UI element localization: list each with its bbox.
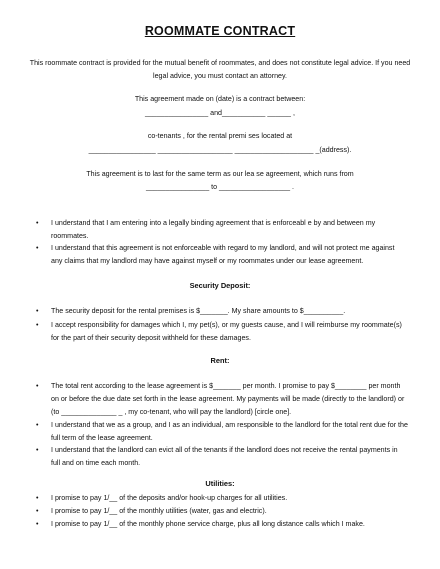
rent-bullet-2: [51, 419, 431, 445]
bullet-line: The total rent according to the lease agreement is $_______ per month. I promise to pay $________ per month: [51, 382, 401, 390]
bullet-mark: •: [36, 307, 39, 315]
agreement-line-3: co-tenants , for the rental premi ses located at: [147, 132, 293, 140]
bullet-mark: •: [36, 507, 39, 515]
bullet-mark: •: [36, 520, 39, 528]
rent-bullet-1: [51, 380, 431, 419]
bullet-line: The security deposit for the rental premises is $_______. My share amounts to $__________.: [51, 307, 346, 315]
intro-line-2: legal advice, you must contact an attorney.: [153, 72, 287, 80]
bullet-line: I promise to pay 1/__ of the monthly phone service charge, plus all long distance calls which I make.: [51, 520, 365, 528]
rent-bullet-3: [51, 444, 431, 470]
rent-heading: Rent:: [210, 356, 230, 365]
bullet-line: I promise to pay 1/__ of the deposits and/or hook-up charges for all utilities.: [51, 494, 288, 502]
bullet-line: full and on time each month.: [51, 459, 141, 467]
bullet-mark: •: [36, 244, 39, 252]
general-bullet-2: [51, 242, 431, 268]
agreement-line-6: ________________ to __________________ .: [146, 183, 294, 191]
bullet-line: I accept responsibility for damages which I, my pet(s), or my guests cause, and I will reimburse my roommate(s): [51, 321, 402, 329]
agreement-line-5: This agreement is to last for the same term as our lea se agreement, which runs from: [86, 170, 354, 178]
bullet-mark: •: [36, 494, 39, 502]
bullet-line: for the part of their security deposit withheld for these damages.: [51, 334, 251, 342]
bullet-line: any claims that my landlord may have against myself or my roommates under our lease agreement.: [51, 257, 364, 265]
agreement-line-4: _________________ ___________________ ____________________ _(address).: [88, 146, 352, 154]
utilities-bullet-2: [51, 505, 431, 518]
bullet-mark: •: [36, 321, 39, 329]
utilities-heading: Utilities:: [205, 479, 235, 488]
general-bullet-1: [51, 217, 431, 243]
bullet-line: I understand that I am entering into a legally binding agreement that is enforceabl e by and between my: [51, 219, 376, 227]
bullet-mark: •: [36, 446, 39, 454]
utilities-bullet-3: [51, 518, 431, 531]
bullet-line: full term of the lease agreement.: [51, 434, 153, 442]
bullet-line: I understand that we as a group, and I as an individual, am responsible to the landlord for the total rent due for the: [51, 421, 408, 429]
bullet-line: I understand that this agreement is not enforceable with regard to my landlord, and will not protect me against: [51, 244, 395, 252]
agreement-line-2: ________________ and___________ ______ ,: [145, 109, 295, 117]
bullet-line: on or before the due date set forth in the lease agreement. My payments will be made (directly to the landlord) or: [51, 395, 405, 403]
bullet-line: roommates.: [51, 232, 89, 240]
security-bullet-1: [51, 305, 431, 318]
bullet-mark: •: [36, 421, 39, 429]
bullet-line: (to ______________ _ , my co-tenant, who will pay the landlord) [circle one].: [51, 408, 292, 416]
document-title: ROOMMATE CONTRACT: [144, 24, 296, 38]
security-bullet-2: [51, 319, 431, 345]
bullet-line: I promise to pay 1/__ of the monthly utilities (water, gas and electric).: [51, 507, 267, 515]
intro-line-1: This roommate contract is provided for the mutual benefit of roommates, and does not constitute legal advice. If you need: [29, 59, 411, 67]
utilities-bullet-1: [51, 492, 431, 505]
bullet-mark: •: [36, 219, 39, 227]
security-deposit-heading: Security Deposit:: [189, 281, 251, 290]
agreement-line-1: This agreement made on (date) is a contract between:: [134, 95, 306, 103]
bullet-mark: •: [36, 382, 39, 390]
bullet-line: I understand that the landlord can evict all of the tenants if the landlord does not receive the rental payments in: [51, 446, 398, 454]
